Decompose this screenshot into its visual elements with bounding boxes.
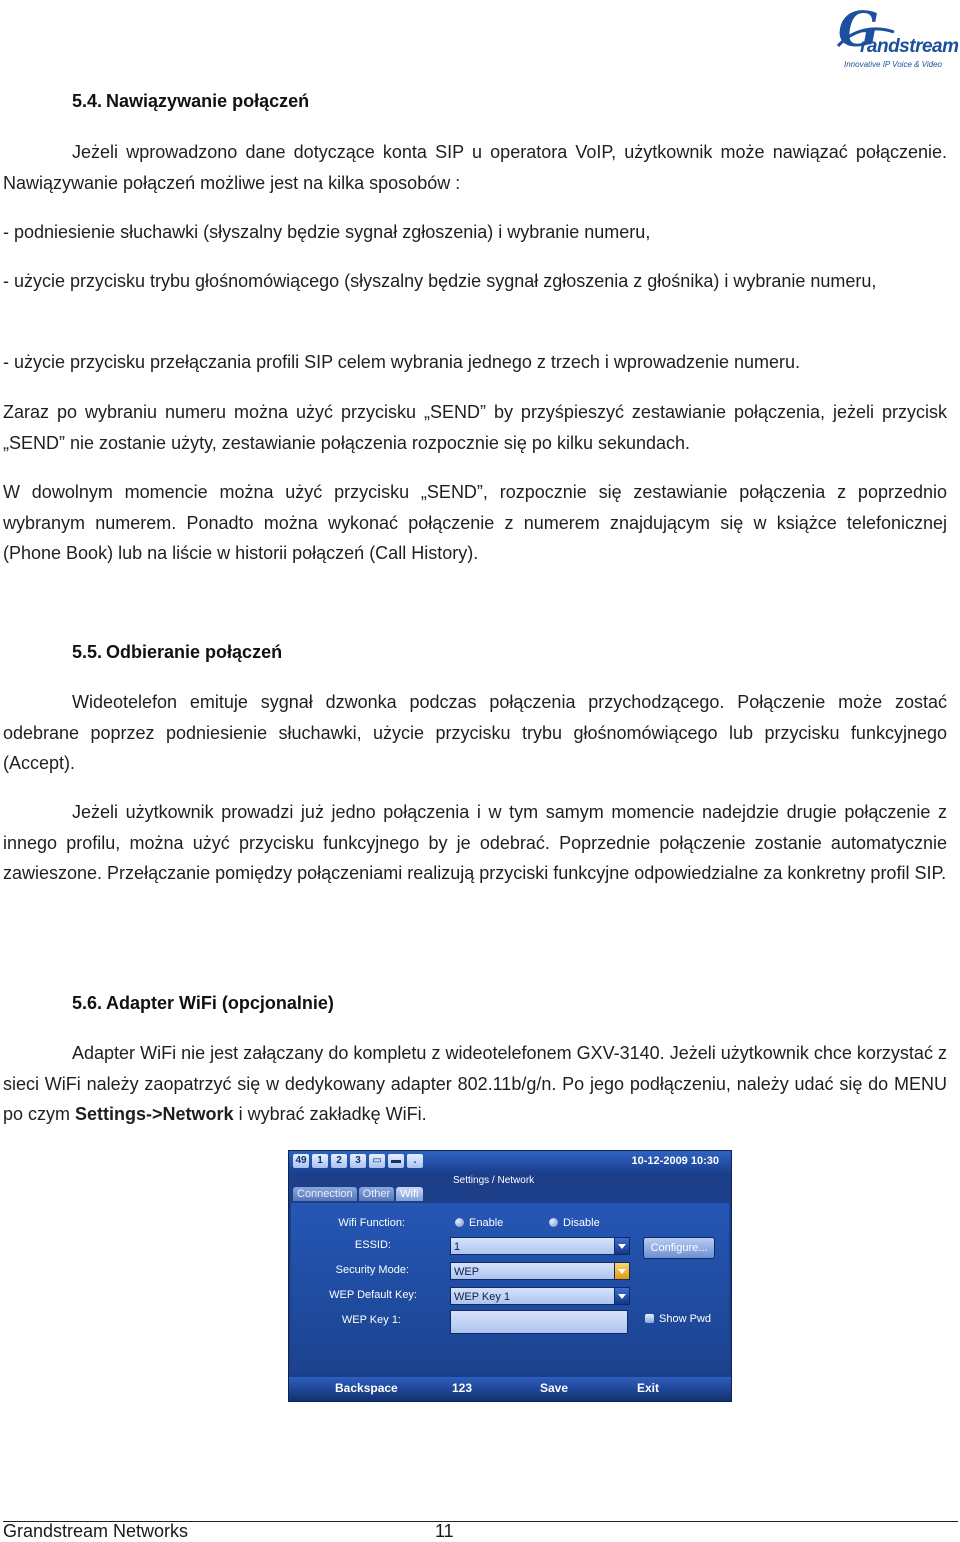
paragraph: Wideotelefon emituje sygnał dzwonka podczas połączenia przychodzącego. Połączenie może zostać odebrane poprzez podniesienie słuchawki, użycie przycisku trybu głośnomówiącego lub przycisku funkcyjnego (Accept). [3,692,947,773]
wep-default-key-label: WEP Default Key: [329,1289,417,1301]
datetime: 10-12-2009 10:30 [631,1155,719,1167]
checkbox-icon [645,1314,654,1323]
section-number: 5.4. [72,91,103,111]
paragraph-text: Adapter WiFi nie jest załączany do kompletu z wideotelefonem GXV-3140. Jeżeli użytkownik chce korzystać z sieci WiFi należy zaopatrzyć się w dedykowany adapter 802.11b/g/n. Po jego podłączeniu, należy udać się do MENU po czym [3,1043,947,1124]
status-icon: 49 [293,1154,309,1168]
security-mode-value: WEP [454,1266,480,1278]
wep-default-key-value: WEP Key 1 [454,1291,511,1303]
essid-select[interactable] [450,1237,630,1255]
breadcrumb: Settings / Network [453,1175,535,1186]
disable-radio[interactable] [549,1217,600,1229]
enable-radio[interactable] [455,1217,503,1229]
section-title: Nawiązywanie połączeń [106,91,310,111]
softkey-exit[interactable]: Exit [637,1381,660,1395]
security-mode-label: Security Mode: [335,1264,409,1276]
radio-icon [549,1218,558,1227]
softkey-bar [289,1377,731,1401]
softkey-123[interactable]: 123 [452,1381,473,1395]
dropdown-arrow-icon [614,1287,630,1305]
page-number: 11 [435,1521,454,1541]
radio-label: Enable [469,1217,504,1229]
status-icons [293,1154,423,1168]
settings-tabs [293,1187,423,1201]
section-number: 5.5. [72,642,103,662]
wifi-function-label: Wifi Function: [338,1217,405,1229]
radio-label: Disable [563,1217,600,1229]
status-icon: . [407,1154,423,1168]
status-icon: 3 [350,1154,366,1168]
paragraph: Zaraz po wybraniu numeru można użyć przycisku „SEND” by przyśpieszyć zestawianie połączenia, jeżeli przycisk „SEND” nie zostanie użyty, zestawianie połączenia rozpocznie się po kilku sekundach. [3,402,947,453]
status-bar [289,1151,731,1173]
paragraph: - podniesienie słuchawki (słyszalny będzie sygnał zgłoszenia) i wybranie numeru, [3,222,651,242]
wifi-settings-screenshot [288,1150,732,1402]
paragraph [3,1038,947,1130]
menu-path: Settings->Network [75,1104,234,1124]
status-icon: 1 [312,1154,328,1168]
security-mode-select[interactable] [450,1262,630,1280]
section-title: Odbieranie połączeń [106,642,283,662]
tab-wifi[interactable]: Wifi [396,1187,422,1201]
paragraph: Jeżeli użytkownik prowadzi już jedno połączenia i w tym samym momencie nadejdzie drugie połączenie z innego profilu, można użyć przycisku funkcyjnego by je odebrać. Poprzednie połączenie zostanie automatycznie zawieszone. Przełączanie pomiędzy połączeniami realizują przyciski funkcyjne odpowiedzialne za konkretny profil SIP. [3,802,947,883]
paragraph-text: i wybrać zakładkę WiFi. [233,1104,427,1124]
essid-value: 1 [454,1241,461,1253]
radio-icon [455,1218,464,1227]
status-icon: ▬ [388,1154,404,1168]
tab-other[interactable]: Other [359,1187,395,1201]
softkey-save[interactable]: Save [540,1381,569,1395]
section-heading-5-4 [72,91,309,112]
logo-tagline: Innovative IP Voice & Video [844,60,942,69]
status-icon: 2 [331,1154,347,1168]
tab-connection[interactable]: Connection [293,1187,357,1201]
status-icon: ▭ [369,1154,385,1168]
paragraph: - użycie przycisku przełączania profili SIP celem wybrania jednego z trzech i wprowadzenie numeru. [3,352,801,372]
dropdown-arrow-icon [614,1262,630,1280]
softkey-backspace[interactable]: Backspace [335,1381,398,1395]
checkbox-label: Show Pwd [659,1313,711,1325]
paragraph: W dowolnym momencie można użyć przycisku „SEND”, rozpocznie się zestawianie połączenia z poprzednio wybranym numerem. Ponadto można wykonać połączenie z numerem znajdującym się w książce telefonicznej (Phone Book) lub na liście w historii połączeń (Call History). [3,482,947,563]
section-heading-5-6 [72,993,334,1014]
footer-company: Grandstream Networks [3,1521,189,1541]
wep-default-key-select[interactable] [450,1287,630,1305]
paragraph: - użycie przycisku trybu głośnomówiącego (słyszalny będzie sygnał zgłoszenia z głośnika) i wybranie numeru, [3,271,877,291]
logo-word: randstream [860,36,959,57]
section-number: 5.6. [72,993,103,1013]
wep-key1-label: WEP Key 1: [341,1314,401,1326]
show-pwd-checkbox[interactable] [645,1313,711,1325]
paragraph: Jeżeli wprowadzono dane dotyczące konta SIP u operatora VoIP, użytkownik może nawiązać połączenie. Nawiązywanie połączeń możliwe jest na kilka sposobów : [3,142,947,193]
wep-key1-input[interactable] [450,1310,628,1334]
essid-label: ESSID: [354,1239,391,1251]
grandstream-logo [836,2,959,72]
dropdown-arrow-icon [614,1237,630,1255]
logo-letter: G [838,2,879,58]
configure-button[interactable]: Configure... [643,1237,715,1259]
section-heading-5-5 [72,642,282,663]
section-title: Adapter WiFi (opcjonalnie) [106,993,334,1013]
